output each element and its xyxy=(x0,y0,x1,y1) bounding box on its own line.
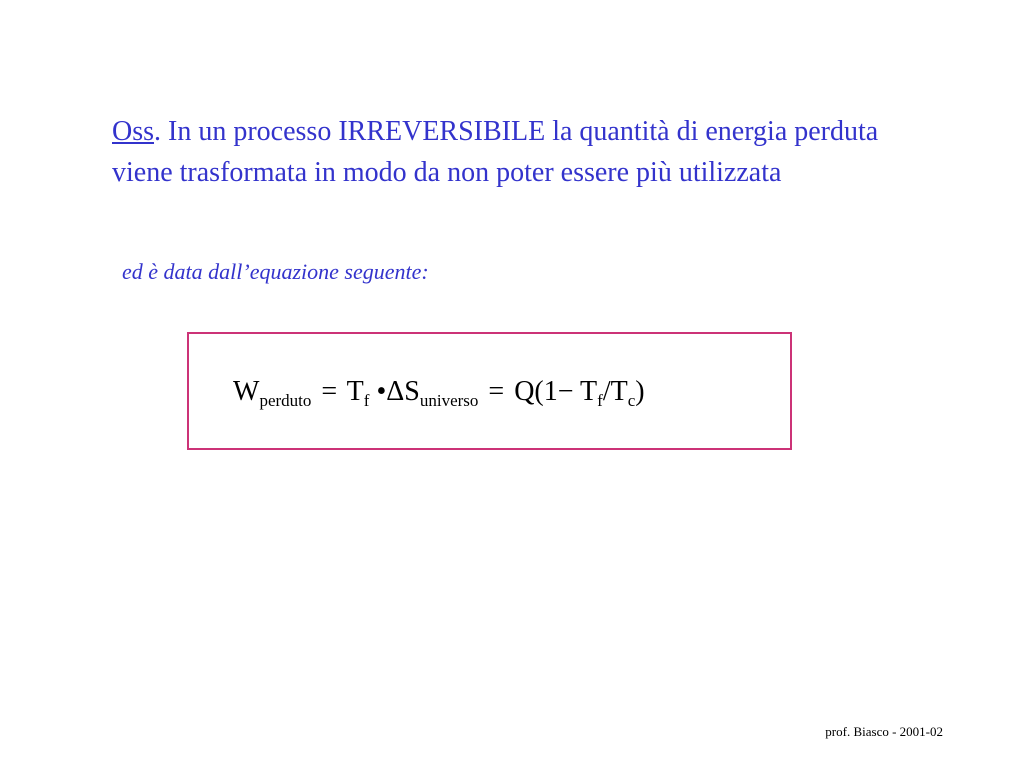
formula-box xyxy=(187,332,792,450)
formula-eq2: = xyxy=(488,376,505,407)
formula-w-sub: perduto xyxy=(259,391,312,410)
formula-t: T xyxy=(346,376,364,407)
formula-tc-sub: c xyxy=(627,391,636,410)
formula-dot: • xyxy=(376,376,387,407)
formula-w: W xyxy=(233,376,260,407)
formula-delta-s: ΔS xyxy=(386,376,420,407)
formula-t2-sub: f xyxy=(597,391,603,410)
footer-credit: prof. Biasco - 2001-02 xyxy=(825,724,943,739)
main-paragraph xyxy=(112,111,912,193)
formula-slash-t: /T xyxy=(602,376,628,407)
formula-close: ) xyxy=(635,376,645,407)
formula-s-sub: universo xyxy=(419,391,479,410)
formula-t-sub: f xyxy=(363,391,370,410)
formula-t2: T xyxy=(580,376,598,407)
formula-rhs-start: Q(1− xyxy=(514,376,574,407)
equation-intro: ed è data dall’equazione seguente: xyxy=(122,259,429,284)
formula-eq1: = xyxy=(321,376,338,407)
formula xyxy=(233,376,645,408)
oss-label: Oss xyxy=(112,116,155,147)
main-paragraph-text: . In un processo IRREVERSIBILE la quantità di energia perduta viene trasformata in modo da non poter essere più utilizzata xyxy=(112,116,879,188)
